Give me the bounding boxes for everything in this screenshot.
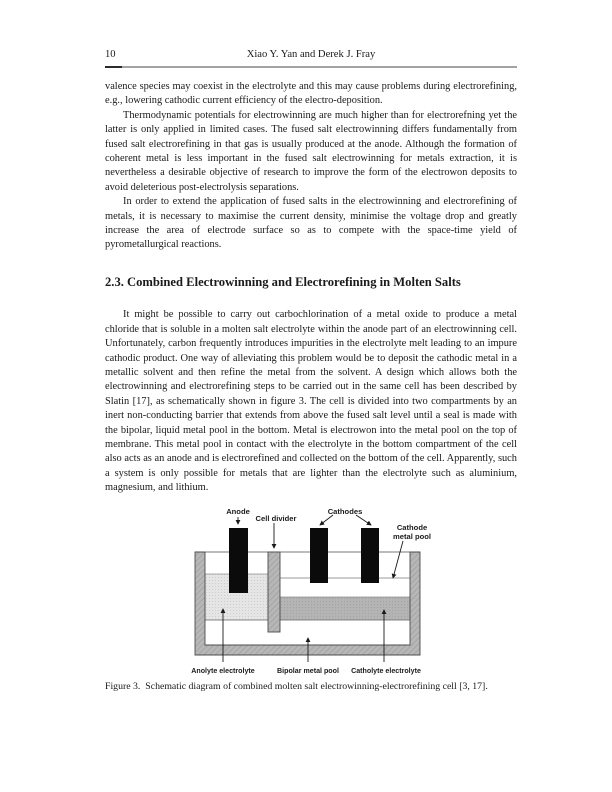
paragraph-continuation: valence species may coexist in the electrolyte and this may cause problems during electrorefining, e.g., lowering cathodic current efficiency of the electro-deposition. bbox=[105, 81, 517, 107]
cathodes-label: Cathodes bbox=[327, 506, 363, 516]
cathodes-arrow-left bbox=[320, 515, 333, 525]
electrolysis-cell-schematic bbox=[190, 504, 440, 680]
catholyte-label: Catholyte electrolyte bbox=[351, 666, 421, 675]
page-header bbox=[105, 49, 517, 63]
page-number: 10 bbox=[105, 49, 116, 60]
figure-3-diagram bbox=[105, 504, 517, 680]
cathode-metal-pool-label-line2: metal pool bbox=[393, 531, 431, 541]
anolyte-label: Anolyte electrolyte bbox=[191, 666, 255, 675]
paragraph-extend-application: In order to extend the application of fused salts in the electrowinning and electrorefining of metals, it is necessary to maximise the current density, minimise the voltage drop and greatly increase the area of electrode surface so as to compete with the space-time yield of pyrometallurgical reactions. bbox=[105, 196, 517, 251]
header-rule bbox=[105, 66, 517, 68]
cathodes-arrow-right bbox=[356, 515, 371, 525]
anode-label: Anode bbox=[226, 506, 250, 516]
figure-caption: Figure 3. Schematic diagram of combined molten salt electrowinning-electrorefining cell [3, 17]. bbox=[105, 680, 488, 692]
anode-bar bbox=[229, 528, 248, 593]
paragraph-carbochlorination: It might be possible to carry out carbochlorination of a metal oxide to produce a metal chloride that is soluble in a molten salt electrolyte within the anode part of an electrowinning cell. Unfortunately, carbon frequently introduces impurities in the electrolyte melt leading to an impure cathodic product. One way of alleviating this problem would be to deposit the cathodic metal in a metallic solvent and then refine the metal from the solvent. A design which allows both the electrowinning and electrorefining steps to be carried out in the same cell has been described by Slatin [17], as schematically shown in figure 3. The cell is divided into two compartments by an inert non-conducting barrier that extends from above the fused salt level until a seal is made with the bipolar, liquid metal pool in the bottom. Metal is electrowon into the metal pool on the top of membrane. This metal pool in contact with the electrolyte in the bottom compartment of the cell also acts as an anode and is electrorefined and collected on the bottom of the cell. Apparently, such a system is only possible for metals that are lighter than the electrolyte such as aluminium, magnesium, and lithium. bbox=[105, 309, 517, 494]
cathode-bar-left bbox=[310, 528, 328, 583]
cell-divider-bar bbox=[268, 552, 280, 632]
paragraph-thermodynamic: Thermodynamic potentials for electrowinning are much higher than for electrorefning yet the latter is only applied in limited cases. The fused salt electrowinning differs fundamentally from fused salt electrorefining in that gas is usually produced at the anode. Although the formation of coherent metal is less important in the fused salt electrowinning for metals extraction, it is nevertheless a desirable objective of research to improve the form of the electrowon deposits to avoid deleterious post-electrolysis separations. bbox=[105, 109, 517, 193]
catholyte-electrolyte-region bbox=[280, 597, 410, 620]
bipolar-label: Bipolar metal pool bbox=[277, 666, 339, 675]
cathode-metal-pool-label-line1: Cathode bbox=[396, 522, 428, 532]
running-head-authors: Xiao Y. Yan and Derek J. Fray bbox=[246, 49, 376, 60]
cathode-bar-right bbox=[361, 528, 379, 583]
cell-divider-label: Cell divider bbox=[255, 513, 297, 523]
body-text bbox=[105, 80, 517, 694]
section-heading: 2.3. Combined Electrowinning and Electrorefining in Molten Salts bbox=[105, 274, 461, 289]
header-rule-dark-segment bbox=[105, 66, 122, 68]
